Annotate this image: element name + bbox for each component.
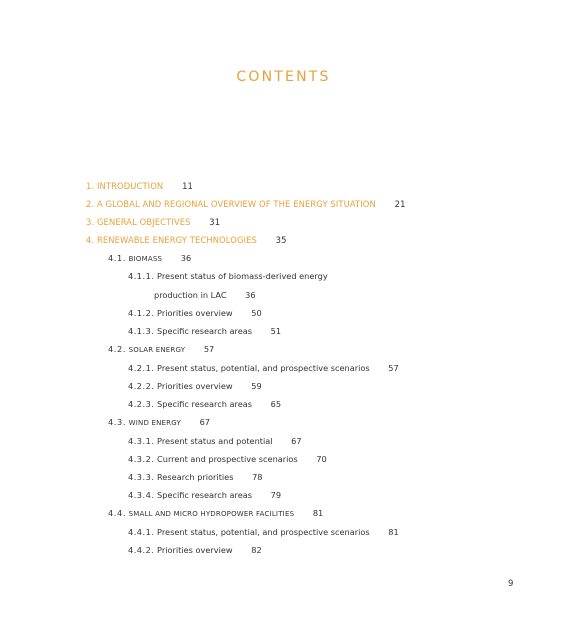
toc-entry-title: INTRODUCTION: [96, 181, 164, 191]
toc-entry-biomass[interactable]: [108, 253, 191, 265]
toc-entry-wind-research[interactable]: [128, 490, 281, 501]
toc-entry-page: 67: [291, 436, 302, 446]
toc-entry-title: Research priorities: [157, 472, 234, 482]
toc-entry-title: Specific research areas: [157, 399, 253, 409]
toc-entry-page: 70: [316, 454, 327, 464]
toc-entry-title: BIOMASS: [128, 255, 163, 263]
toc-entry-number: 4.3.4.: [128, 490, 155, 500]
toc-entry-number: 4.3.3.: [128, 472, 155, 482]
toc-entry-title: Present status and potential: [157, 436, 273, 446]
toc-entry-page: 35: [275, 235, 287, 245]
toc-entry-number: 4.4.: [108, 508, 127, 518]
page-number: 9: [508, 579, 514, 589]
toc-entry-number: 4.1.1.: [128, 271, 155, 281]
toc-entry-solar-priorities[interactable]: [128, 381, 262, 392]
toc-entry-page: 31: [209, 217, 221, 227]
toc-entry-page: 59: [251, 381, 262, 391]
toc-entry-number: 4.: [86, 235, 95, 245]
toc-entry-page: 51: [270, 326, 282, 336]
toc-entry-title: SMALL AND MICRO HYDROPOWER FACILITIES: [128, 510, 295, 518]
page-title: CONTENTS: [236, 69, 331, 85]
toc-entry-title: Priorities overview: [157, 545, 233, 555]
toc-entry-wind-scenarios[interactable]: [128, 454, 327, 465]
toc-entry-page: 36: [180, 253, 192, 263]
toc-entry-number: 4.2.1.: [128, 363, 155, 373]
toc-entry-title: production in LAC: [154, 290, 227, 300]
toc-entry-title: Priorities overview: [157, 381, 233, 391]
toc-entry-introduction[interactable]: [86, 181, 193, 192]
toc-entry-number: 4.3.2.: [128, 454, 155, 464]
toc-entry-title: Present status, potential, and prospective scenarios: [157, 363, 370, 373]
toc-entry-page: 79: [270, 490, 282, 500]
toc-entry-number: 4.1.: [108, 253, 127, 263]
toc-entry-page: 21: [394, 199, 406, 209]
toc-entry-number: 4.2.2.: [128, 381, 155, 391]
toc-entry-page: 65: [270, 399, 282, 409]
toc-entry-page: 82: [251, 545, 262, 555]
toc-entry-title: SOLAR ENERGY: [128, 346, 186, 354]
toc-entry-number: 4.1.3.: [128, 326, 155, 336]
toc-entry-solar-status[interactable]: [128, 363, 399, 374]
toc-entry-title: WIND ENERGY: [128, 419, 181, 427]
toc-entry-general-objectives[interactable]: [86, 217, 220, 228]
toc-entry-title: GENERAL OBJECTIVES: [96, 217, 191, 227]
toc-entry-page: 50: [251, 308, 262, 318]
toc-entry-page: 57: [388, 363, 399, 373]
toc-entry-page: 57: [203, 344, 215, 354]
toc-entry-title: Current and prospective scenarios: [157, 454, 298, 464]
toc-entry-page: 36: [245, 290, 256, 300]
toc-entry-page: 67: [199, 417, 211, 427]
toc-entry-title: Specific research areas: [157, 326, 253, 336]
toc-entry-biomass-research[interactable]: [128, 326, 281, 337]
toc-entry-title: A GLOBAL AND REGIONAL OVERVIEW OF THE ENERGY SITUATION: [96, 199, 376, 209]
toc-entry-renewable-energy[interactable]: [86, 235, 287, 246]
toc-entry-page: 78: [252, 472, 263, 482]
toc-entry-number: 1.: [86, 181, 95, 191]
toc-entry-number: 4.4.1.: [128, 527, 155, 537]
toc-entry-wind-priorities[interactable]: [128, 472, 263, 483]
toc-entry-biomass-status-cont[interactable]: [154, 290, 256, 301]
toc-entry-number: 4.3.: [108, 417, 127, 427]
toc-entry-hydro-priorities[interactable]: [128, 545, 262, 556]
toc-entry-number: 4.2.: [108, 344, 127, 354]
toc-entry-solar-research[interactable]: [128, 399, 281, 410]
toc-entry-biomass-status[interactable]: [128, 271, 328, 282]
toc-entry-title: Priorities overview: [157, 308, 233, 318]
toc-entry-number: 4.1.2.: [128, 308, 155, 318]
toc-entry-number: 3.: [86, 217, 95, 227]
toc-entry-number: 4.2.3.: [128, 399, 155, 409]
toc-entry-biomass-priorities[interactable]: [128, 308, 262, 319]
toc-entry-page: 81: [312, 508, 324, 518]
toc-entry-title: Present status of biomass-derived energy: [157, 271, 328, 281]
toc-entry-title: RENEWABLE ENERGY TECHNOLOGIES: [96, 235, 257, 245]
toc-entry-page: 81: [388, 527, 399, 537]
toc-entry-solar-energy[interactable]: [108, 344, 214, 356]
toc-entry-title: Present status, potential, and prospective scenarios: [157, 527, 370, 537]
toc-entry-hydropower[interactable]: [108, 508, 323, 520]
toc-entry-number: 2.: [86, 199, 95, 209]
toc-entry-global-overview[interactable]: [86, 199, 406, 210]
toc-entry-page: 11: [182, 181, 193, 191]
toc-entry-number: 4.3.1.: [128, 436, 155, 446]
toc-entry-wind-energy[interactable]: [108, 417, 210, 429]
toc-entry-title: Specific research areas: [157, 490, 253, 500]
toc-entry-wind-status[interactable]: [128, 436, 302, 447]
toc-entry-hydro-status[interactable]: [128, 527, 399, 538]
toc-entry-number: 4.4.2.: [128, 545, 155, 555]
